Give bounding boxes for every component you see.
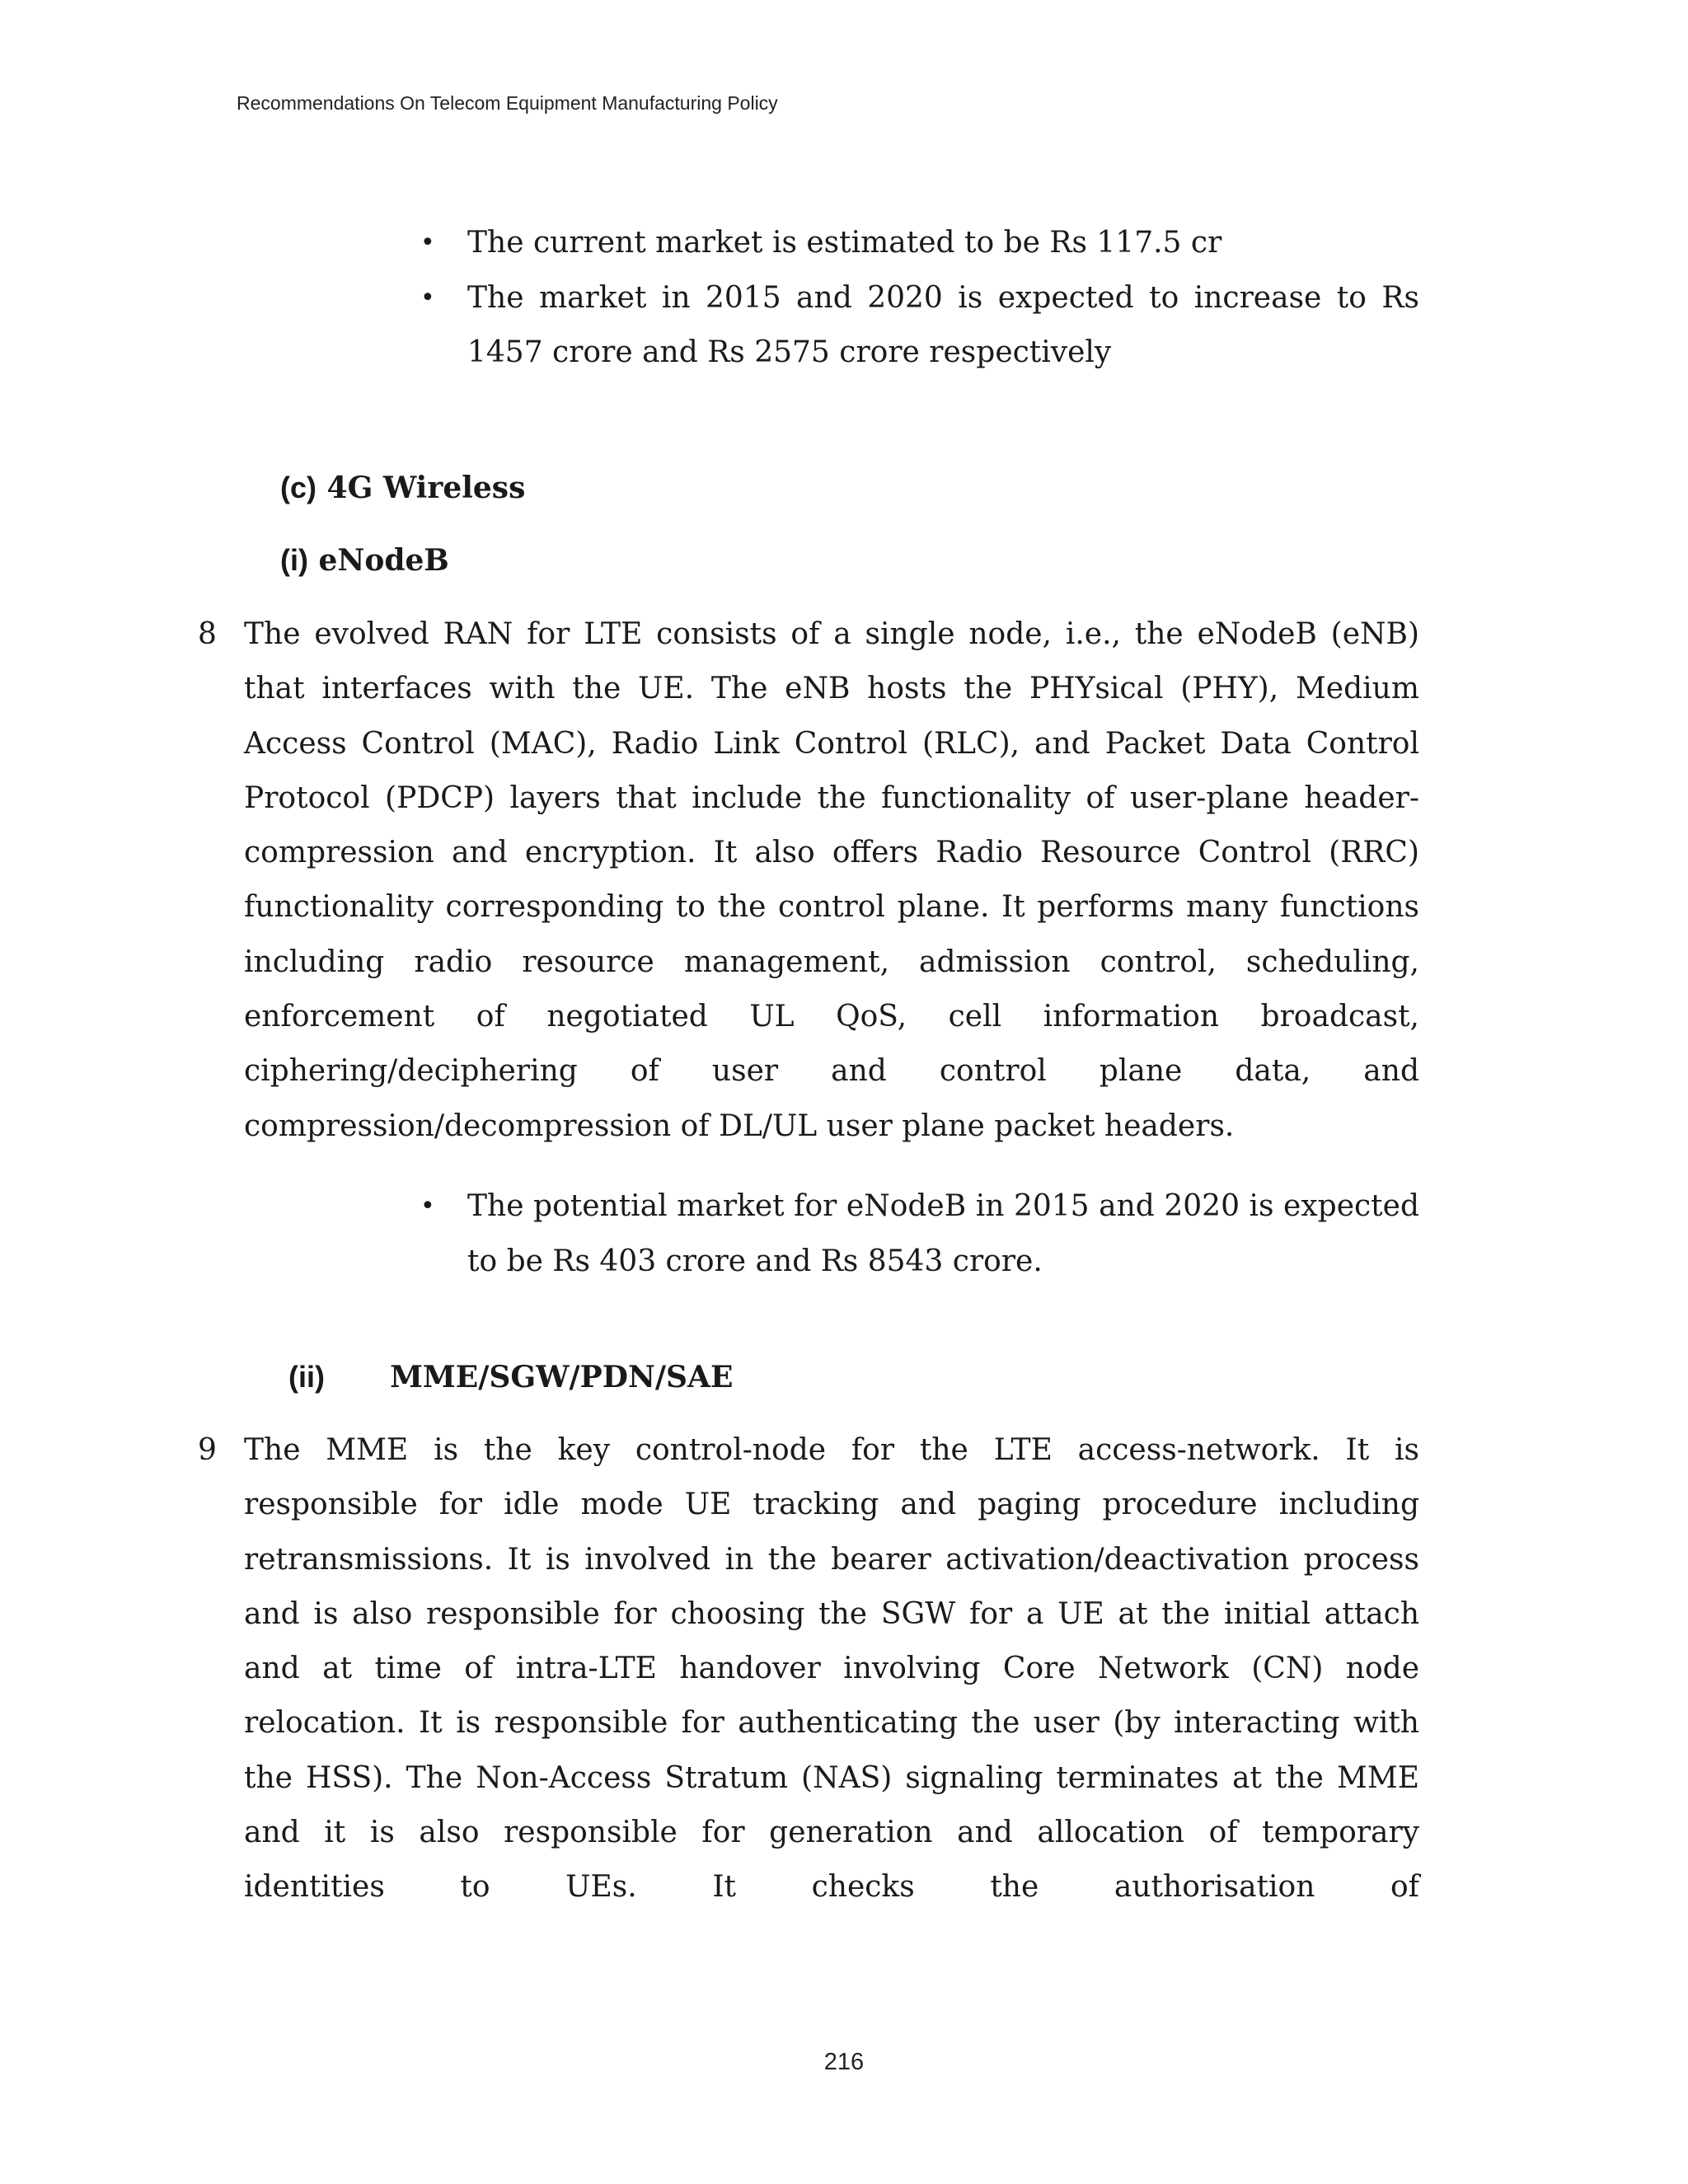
paragraph-text: The evolved RAN for LTE consists of a single node, i.e., the eNodeB (eNB) that interfaces with the UE. The eNB hosts the PHYsical (PHY), Medium Access Control (MAC), Radio Link Control (RLC), and Packet Data Control Protocol (PDCP) layers that include the functionality of user-plane header-compression and encryption. It also offers Radio Resource Control (RRC) functionality corresponding to the control plane. It performs many functions including radio resource management, admission control, scheduling, enforcement of negotiated UL QoS, cell information broadcast, ciphering/deciphering of user and control plane data, and compression/decompression of DL/UL user plane packet headers. xyxy=(244,617,1419,1143)
subsection-title: eNodeB xyxy=(318,543,449,578)
subsection-heading-mme xyxy=(288,1359,733,1395)
paragraph-number: 8 xyxy=(198,617,217,651)
bullet-item: • The market in 2015 and 2020 is expected to increase to Rs 1457 crore and Rs 2575 crore respectively xyxy=(420,271,1419,381)
section-marker: (c) xyxy=(280,471,316,504)
enodeb-market-bullet-list xyxy=(420,1179,1419,1289)
page-number: 216 xyxy=(823,2049,865,2075)
running-header: Recommendations On Telecom Equipment Manufacturing Policy xyxy=(237,92,778,114)
subsection-title: MME/SGW/PDN/SAE xyxy=(390,1360,734,1394)
market-bullet-list xyxy=(420,216,1419,381)
subsection-heading-enodeb xyxy=(280,542,449,579)
bullet-item: • The potential market for eNodeB in 2015 and 2020 is expected to be Rs 403 crore and Rs 8543 crore. xyxy=(420,1179,1419,1289)
paragraph-8 xyxy=(198,607,1419,1154)
bullet-item: • The current market is estimated to be Rs 117.5 cr xyxy=(420,216,1419,271)
subsection-marker: (ii) xyxy=(288,1360,325,1394)
section-heading-4g-wireless xyxy=(280,470,525,506)
paragraph-number: 9 xyxy=(198,1433,217,1467)
paragraph-text: The MME is the key control-node for the LTE access-network. It is responsible for idle mode UE tracking and paging procedure including retransmissions. It is involved in the bearer activation/deactivation process and is also responsible for choosing the SGW for a UE at the initial attach and at time of intra-LTE handover involving Core Network (CN) node relocation. It is responsible for authenticating the user (by interacting with the HSS). The Non-Access Stratum (NAS) signaling terminates at the MME and it is also responsible for generation and allocation of temporary identities to UEs. It checks the authorisation of xyxy=(244,1433,1419,1905)
paragraph-9 xyxy=(198,1423,1419,1915)
section-title: 4G Wireless xyxy=(326,471,526,505)
subsection-marker: (i) xyxy=(280,543,308,577)
